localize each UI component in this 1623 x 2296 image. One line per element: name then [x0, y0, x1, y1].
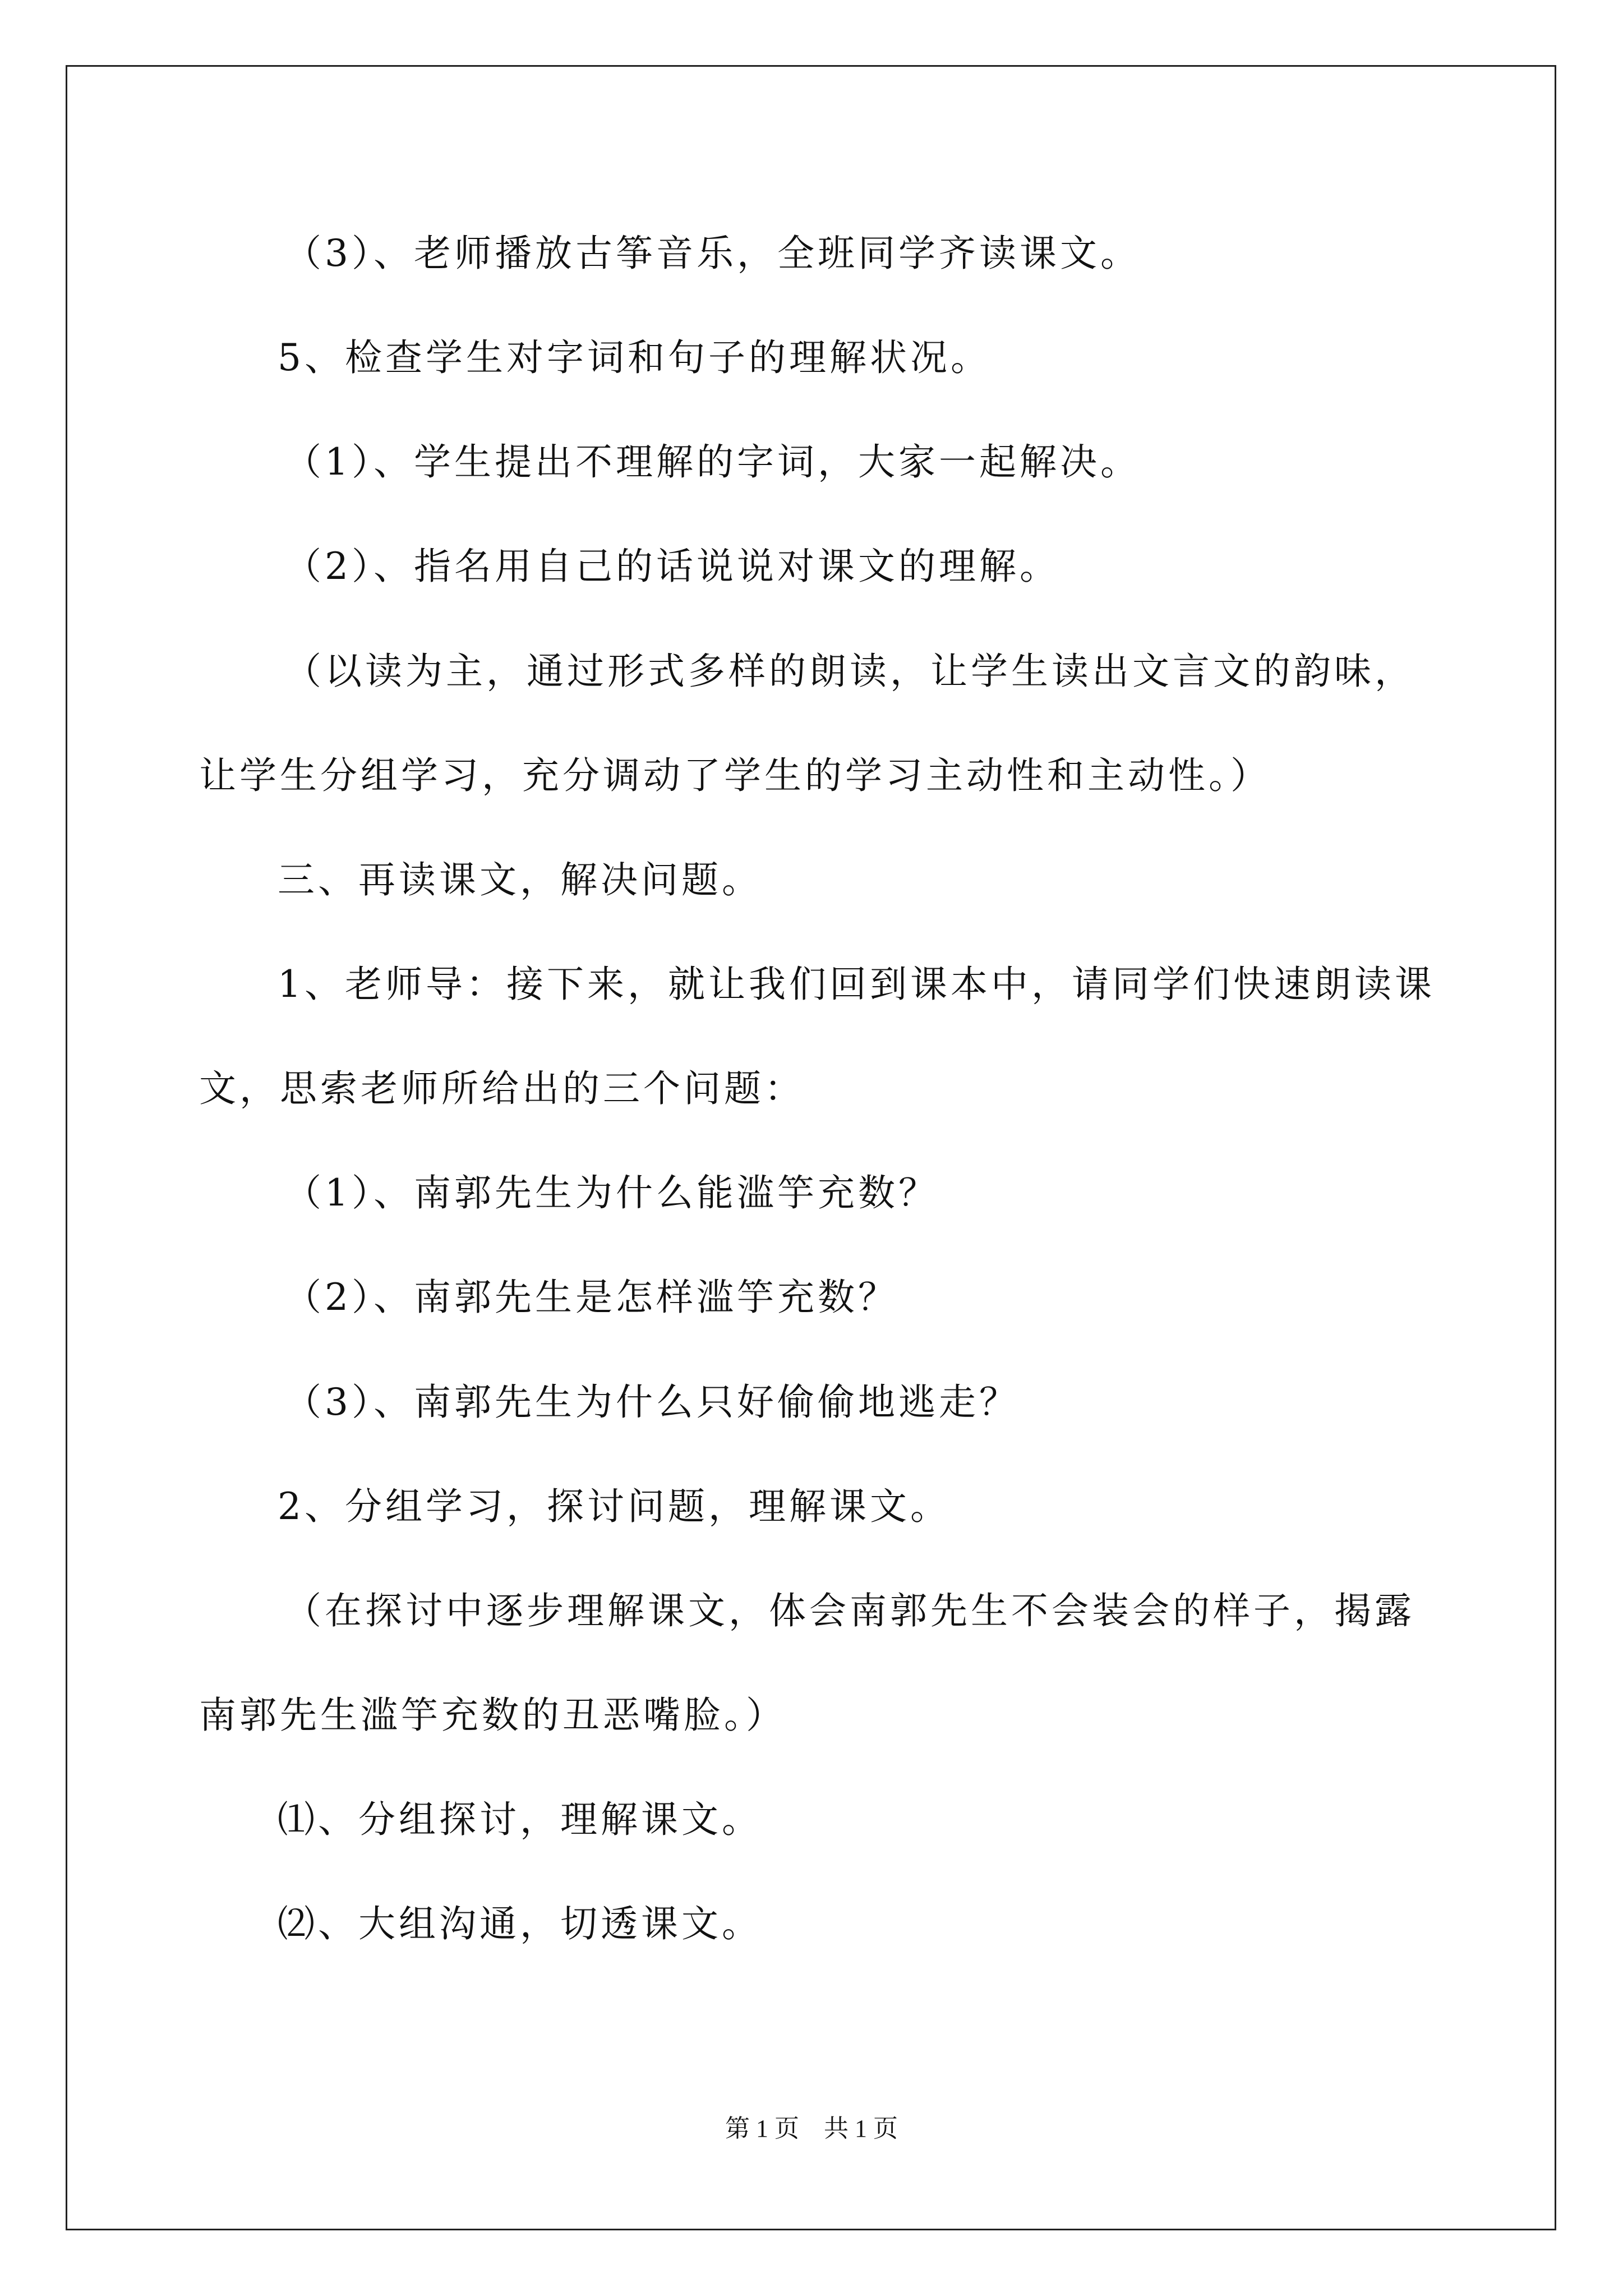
paragraph: （3）、老师播放古筝音乐，全班同学齐读课文。 — [284, 232, 1141, 275]
paragraph: 5、检查学生对字词和句子的理解状况。 — [278, 336, 991, 379]
list-item: ⑴、分组探讨，理解课文。 — [278, 1798, 762, 1841]
paragraph: （在探讨中逐步理解课文，体会南郭先生不会装会的样子，揭露 — [284, 1589, 1415, 1632]
page-number-footer: 第 1 页 共 1 页 — [725, 2115, 898, 2142]
paragraph-continuation: 文，思索老师所给出的三个问题： — [199, 1067, 805, 1110]
paragraph: （1）、学生提出不理解的字词，大家一起解决。 — [284, 440, 1141, 484]
list-item: ⑵、大组沟通，切透课文。 — [278, 1902, 762, 1945]
question-item: （2）、南郭先生是怎样滥竽充数？ — [284, 1276, 898, 1319]
paragraph-continuation: 让学生分组学习，充分调动了学生的学习主动性和主动性。） — [199, 754, 1271, 797]
paragraph: 2、分组学习，探讨问题，理解课文。 — [278, 1485, 951, 1528]
paragraph-continuation: 南郭先生滥竽充数的丑恶嘴脸。） — [199, 1694, 786, 1737]
section-heading: 三、再读课文，解决问题。 — [278, 858, 762, 901]
paragraph: （2）、指名用自己的话说说对课文的理解。 — [284, 545, 1060, 588]
question-item: （3）、南郭先生为什么只好偷偷地逃走？ — [284, 1381, 1020, 1424]
paragraph: 1、老师导：接下来，就让我们回到课本中，请同学们快速朗读课 — [278, 963, 1435, 1006]
paragraph: （以读为主，通过形式多样的朗读，让学生读出文言文的韵味， — [284, 650, 1415, 693]
question-item: （1）、南郭先生为什么能滥竽充数？ — [284, 1171, 939, 1214]
